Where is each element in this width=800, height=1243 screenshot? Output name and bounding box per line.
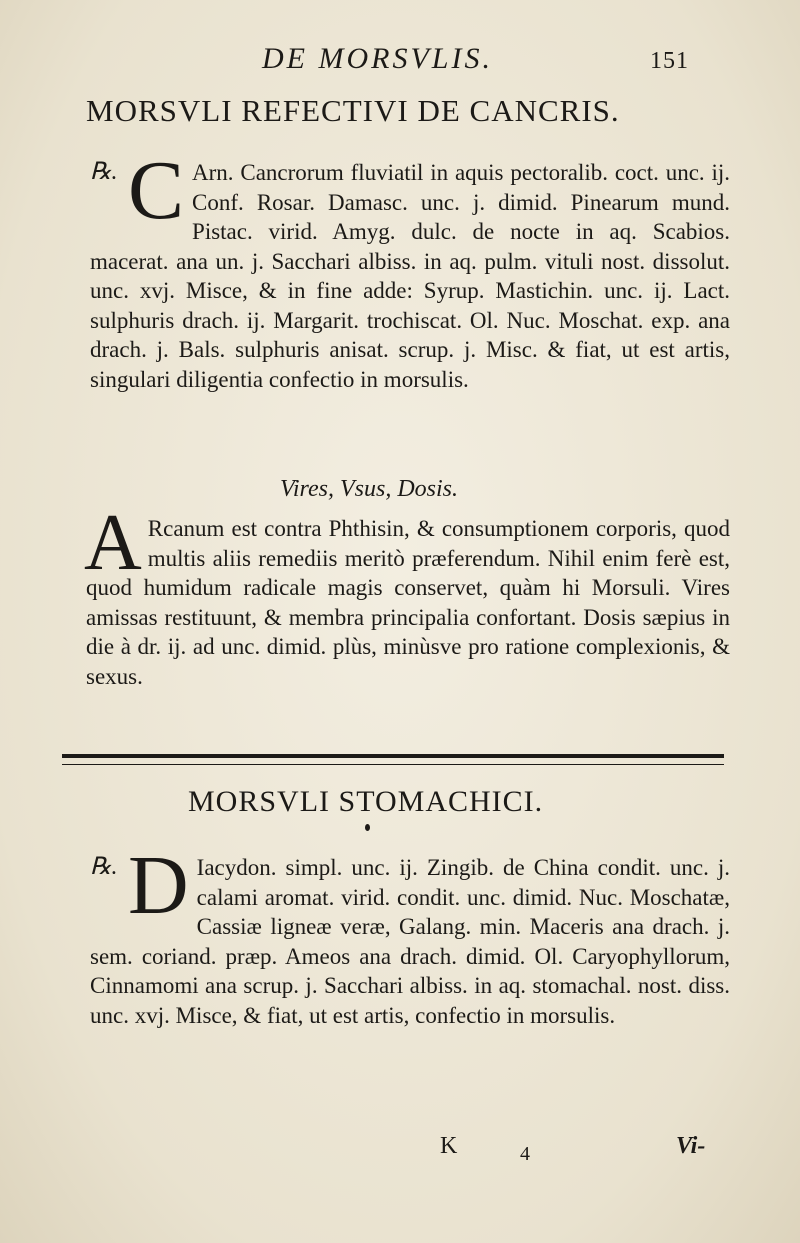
running-head — [0, 42, 800, 82]
drop-cap-a: A — [84, 499, 142, 587]
recipe-cancris — [90, 144, 730, 394]
ornamental-rule — [62, 754, 724, 765]
signature-number: 4 — [520, 1143, 530, 1165]
running-head-title: DE MORSVLIS. — [262, 42, 493, 75]
drop-cap-c: C — [128, 144, 185, 237]
catchword: Vi- — [676, 1133, 706, 1159]
section-heading-cancris: MORSVLI REFECTIVI DE CANCRIS. — [86, 93, 620, 128]
recipe-cancris-text: Arn. Cancrorum fluviatil in aquis pectoralib. coct. unc. ij. Conf. Rosar. Damasc. unc. j. dimid. Pinearum mund. Pistac. virid. Amyg. dulc. de nocte in aq. Scabios. macerat. ana un. j. Sacchari albiss. in aq. pulm. vituli nost. dissolut. unc. xvj. Misce, & in fine adde: Syrup. Mastichin. unc. ij. Lact. sulphuris drach. ij. Margarit. trochiscat. Ol. Nuc. Moschat. exp. ana drach. j. Bals. sulphuris anisat. scrup. j. Misc. & fiat, ut est artis, singulari diligentia confectio in morsulis. — [90, 160, 730, 392]
ink-dot — [365, 824, 370, 831]
subheading-vires: Vires, Vsus, Dosis. — [280, 476, 459, 502]
recipe-stomachici-text: Iacydon. simpl. unc. ij. Zingib. de China condit. unc. j. calami aromat. virid. condit. unc. dimid. Nuc. Moschatæ, Cassiæ ligneæ veræ, Galang. min. Maceris ana drach. j. sem. coriand. præp. Ameos ana drach. dimid. Ol. Caryophyllorum, Cinnamomi ana scrup. j. Sacchari albiss. in aq. stomachal. nost. diss. unc. xvj. Misce, & fiat, ut est artis, confectio in morsulis. — [90, 855, 730, 1028]
signature-mark: K — [440, 1133, 458, 1159]
page-number: 151 — [650, 48, 689, 74]
recipe-symbol: ℞. — [90, 854, 118, 880]
recipe-stomachici — [90, 839, 730, 1030]
drop-cap-d: D — [128, 839, 189, 932]
vires-paragraph — [84, 499, 730, 691]
recipe-symbol: ℞. — [90, 159, 118, 185]
vires-text: Rcanum est contra Phthisin, & consumptionem corporis, quod multis aliis remediis meritò præferendum. Nihil enim ferè est, quod humidum radicale magis conservet, quàm hi Morsuli. Vires amissas restituunt, & membra principalia confortant. Dosis sæpius in die à dr. ij. ad unc. dimid. plùs, minùsve pro ratione complexionis, & sexus. — [86, 516, 730, 689]
section-heading-stomachici: MORSVLI STOMACHICI. — [188, 785, 544, 818]
